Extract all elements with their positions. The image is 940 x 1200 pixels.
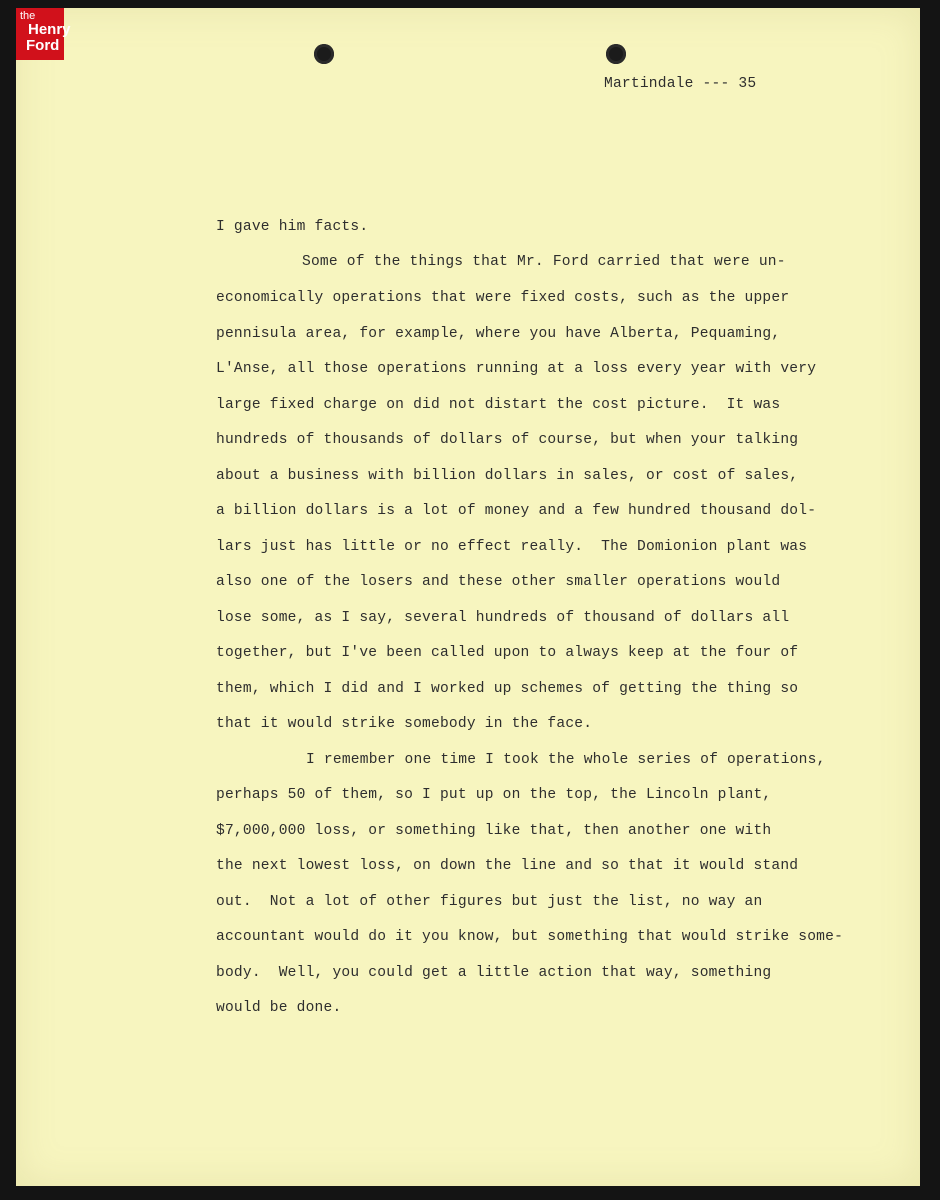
text-line: $7,000,000 loss, or something like that, then another one with (216, 823, 772, 839)
text-line: Some of the things that Mr. Ford carried that were un- (302, 254, 786, 270)
text-line: about a business with billion dollars in sales, or cost of sales, (216, 468, 799, 484)
logo-line-2: Henry (28, 21, 71, 38)
text-line: lose some, as I say, several hundreds of thousand of dollars all (216, 610, 790, 626)
text-line: pennisula area, for example, where you have Alberta, Pequaming, (216, 326, 781, 342)
text-line: economically operations that were fixed costs, such as the upper (216, 290, 790, 306)
text-line: together, but I've been called upon to always keep at the four of (216, 645, 799, 661)
text-line: that it would strike somebody in the face. (216, 716, 593, 732)
text-line: large fixed charge on did not distart the cost picture. It was (216, 397, 781, 413)
text-line: I gave him facts. (216, 219, 369, 235)
logo-line-1: the (20, 10, 36, 22)
text-line: lars just has little or no effect really. The Domionion plant was (216, 539, 808, 555)
text-line: the next lowest loss, on down the line and so that it would stand (216, 858, 799, 874)
punch-hole-right (606, 44, 626, 64)
logo-line-3: Ford (26, 37, 60, 54)
text-line: body. Well, you could get a little action that way, something (216, 965, 772, 981)
text-line: hundreds of thousands of dollars of course, but when your talking (216, 432, 799, 448)
text-line: L'Anse, all those operations running at a loss every year with very (216, 361, 817, 377)
henry-ford-logo (16, 8, 71, 60)
text-line: perhaps 50 of them, so I put up on the top, the Lincoln plant, (216, 787, 772, 803)
text-line: I remember one time I took the whole series of operations, (306, 752, 826, 768)
text-line: them, which I did and I worked up schemes of getting the thing so (216, 681, 799, 697)
text-line: also one of the losers and these other smaller operations would (216, 574, 781, 590)
document-page (16, 8, 920, 1186)
text-line: out. Not a lot of other figures but just the list, no way an (216, 894, 763, 910)
text-line: accountant would do it you know, but something that would strike some- (216, 929, 844, 945)
text-line: a billion dollars is a lot of money and a few hundred thousand dol- (216, 503, 817, 519)
page-header: Martindale --- 35 (604, 76, 757, 92)
punch-hole-left (314, 44, 334, 64)
text-line: would be done. (216, 1000, 342, 1016)
